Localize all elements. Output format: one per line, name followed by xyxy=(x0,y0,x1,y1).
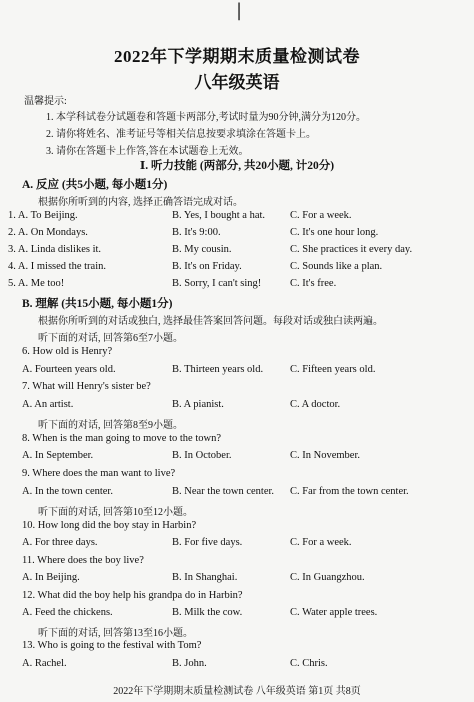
listening-instruction: 听下面的对话, 回答第10至12小题。 xyxy=(38,507,193,518)
section-b-title: B. 理解 (共15小题, 每小题1分) xyxy=(22,298,173,310)
question-text: 8. When is the man going to move to the town? xyxy=(22,433,221,444)
option-a: 1. A. To Beijing. xyxy=(8,210,78,221)
option-b: B. It's 9:00. xyxy=(172,227,221,238)
option-a: A. In Beijing. xyxy=(22,572,80,583)
question-text: 10. How long did the boy stay in Harbin? xyxy=(22,520,197,531)
question-text: 6. How old is Henry? xyxy=(22,346,113,357)
option-b: B. In Shanghai. xyxy=(172,572,238,583)
option-b: B. In October. xyxy=(172,450,232,461)
option-b: B. Yes, I bought a hat. xyxy=(172,210,266,221)
option-b: B. Sorry, I can't sing! xyxy=(172,278,262,289)
option-a: A. For three days. xyxy=(22,537,98,548)
option-c: C. For a week. xyxy=(290,210,352,221)
option-c: C. A doctor. xyxy=(290,399,341,410)
option-a: 4. A. I missed the train. xyxy=(8,261,106,272)
section-b-subinstruction: 听下面的对话, 回答第6至7小题。 xyxy=(38,333,183,344)
option-b: B. A pianist. xyxy=(172,399,224,410)
part-title: Ⅰ. 听力技能 (两部分, 共20小题, 计20分) xyxy=(139,160,335,172)
notice-item-1: 1. 本学科试卷分试题卷和答题卡两部分,考试时量为90分钟,满分为120分。 xyxy=(46,112,366,123)
listening-instruction: 听下面的对话, 回答第13至16小题。 xyxy=(38,628,193,639)
option-a: A. In September. xyxy=(22,450,94,461)
notice-item-3: 3. 请你在答题卡上作答,答在本试题卷上无效。 xyxy=(46,146,249,157)
option-c: C. For a week. xyxy=(290,537,352,548)
option-b: B. Near the town center. xyxy=(172,486,275,497)
option-a: A. Rachel. xyxy=(22,658,67,669)
option-a: 3. A. Linda dislikes it. xyxy=(8,244,102,255)
question-text: 7. What will Henry's sister be? xyxy=(22,381,151,392)
question-text: 12. What did the boy help his grandpa do in Harbin? xyxy=(22,590,243,601)
option-c: C. Fifteen years old. xyxy=(290,364,376,375)
option-c: C. In November. xyxy=(290,450,360,461)
option-a: A. Fourteen years old. xyxy=(22,364,116,375)
option-c: C. Chris. xyxy=(290,658,328,669)
question-text: 13. Who is going to the festival with Tom? xyxy=(22,640,202,651)
question-text: 11. Where does the boy live? xyxy=(22,555,144,566)
option-c: C. It's free. xyxy=(290,278,337,289)
option-b: B. It's on Friday. xyxy=(172,261,242,272)
margin-mark: | xyxy=(236,0,243,21)
listening-instruction: 听下面的对话, 回答第8至9小题。 xyxy=(38,420,183,431)
option-c: C. It's one hour long. xyxy=(290,227,379,238)
page-subtitle: 八年级英语 xyxy=(194,73,280,92)
option-b: B. Milk the cow. xyxy=(172,607,243,618)
page-title: 2022年下学期期末质量检测试卷 xyxy=(114,47,360,66)
option-a: A. Feed the chickens. xyxy=(22,607,113,618)
section-a-instruction: 根据你所听到的内容, 选择正确答语完成对话。 xyxy=(38,197,243,208)
option-c: C. Sounds like a plan. xyxy=(290,261,383,272)
option-a: 5. A. Me too! xyxy=(8,278,65,289)
option-c: C. In Guangzhou. xyxy=(290,572,365,583)
option-b: B. John. xyxy=(172,658,207,669)
notice-item-2: 2. 请你将姓名、准考证号等相关信息按要求填涂在答题卡上。 xyxy=(46,129,316,140)
option-c: C. She practices it every day. xyxy=(290,244,413,255)
section-a-title: A. 反应 (共5小题, 每小题1分) xyxy=(22,179,168,191)
option-b: B. Thirteen years old. xyxy=(172,364,264,375)
question-text: 9. Where does the man want to live? xyxy=(22,468,176,479)
option-a: A. An artist. xyxy=(22,399,74,410)
option-a: 2. A. On Mondays. xyxy=(8,227,88,238)
option-a: A. In the town center. xyxy=(22,486,113,497)
option-c: C. Far from the town center. xyxy=(290,486,409,497)
option-c: C. Water apple trees. xyxy=(290,607,378,618)
option-b: B. For five days. xyxy=(172,537,243,548)
page-footer: 2022年下学期期末质量检测试卷 八年级英语 第1页 共8页 xyxy=(113,686,361,697)
option-b: B. My cousin. xyxy=(172,244,232,255)
notice-heading: 温馨提示: xyxy=(24,96,67,107)
section-b-instruction: 根据你所听到的对话或独白, 选择最佳答案回答问题。每段对话或独白读两遍。 xyxy=(38,316,383,327)
